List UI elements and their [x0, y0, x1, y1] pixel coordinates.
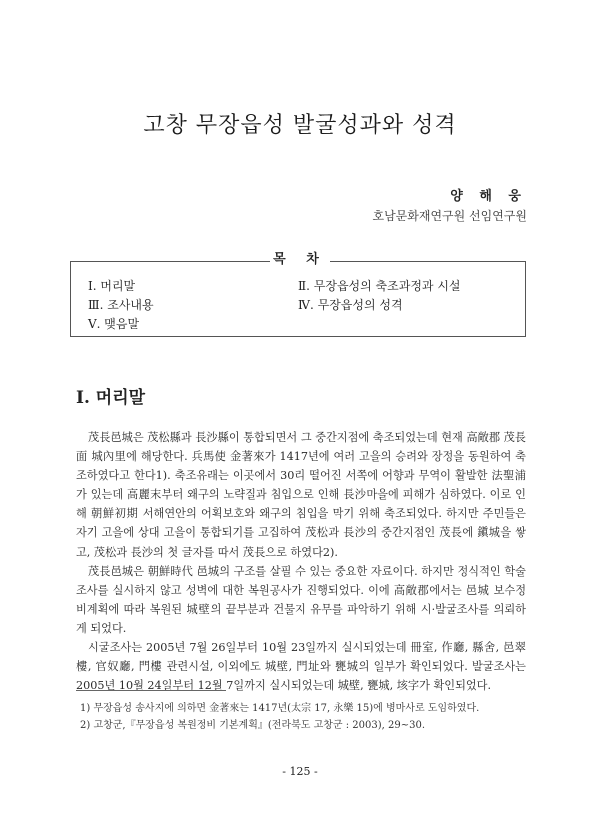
author-affiliation: 호남문화재연구원 선임연구원 [372, 209, 527, 223]
footnote-2: 2) 고창군,『무장읍성 복원정비 기본계획』(전라북도 고창군 : 2003), 29~30. [80, 720, 426, 731]
paragraph-1: 茂長邑城은 茂松縣과 長沙縣이 통합되면서 그 중간지점에 축조되었는데 현재 高敞郡 茂長面 城內里에 해당한다. 兵馬使 金著來가 1417년에 여러 고을의 승려와 장정을 동원하여 축조하였다고 한다1). 축조유래는 이곳에서 30리 떨어진 서쪽에 어향과 무역이 활발한 法聖浦가 있는데 高麗末부터 왜구의 노략질과 침입으로 인해 長沙마을에 피해가 심하였다. 이로 인해 朝鮮初期 서해연안의 어획보호와 왜구의 침입을 막기 위해 축조되었다. 하지만 주민들은 자기 고을에 상대 고을이 통합되기를 고집하여 茂松과 長沙의 중간지점인 茂長에 鎭城을 쌓고, 茂松과 長沙의 첫 글자를 따서 茂長으로 하였다2). [76, 431, 526, 559]
toc-item-3: Ⅲ. 조사내용 [88, 298, 154, 312]
author-name: 양 해 웅 [450, 189, 527, 204]
page-number: - 125 - [282, 765, 318, 778]
paragraph-3: 시굴조사는 2005년 7월 26일부터 10월 23일까지 실시되었는데 冊室, 作廳, 縣舍, 邑翠樓, 官奴廳, 門樓 관련시설, 이외에도 城壁, 門址와 甕城의 일부가 확인되었다. 발굴조사는 2005년 10월 24일부터 12월 7일까지 실시되었는데 城壁, 甕城, 垓字가 확인되었다. [76, 641, 526, 693]
toc-item-5: Ⅴ. 맺음말 [88, 317, 140, 331]
footnote-divider [76, 690, 226, 691]
toc-item-4: Ⅳ. 무장읍성의 성격 [298, 298, 403, 312]
paragraph-2: 茂長邑城은 朝鮮時代 邑城의 구조를 살필 수 있는 중요한 자료이다. 하지만 정식적인 학술조사를 실시하지 않고 성벽에 대한 복원공사가 진행되었다. 이에 高敞郡에서는 邑城 보수정비계획에 따라 복원된 城壁의 끝부분과 건물지 유무를 파악하기 위해 시·발굴조사를 의뢰하게 되었다. [76, 564, 526, 635]
footnote-1: 1) 무장읍성 송사지에 의하면 金著來는 1417년(太宗 17, 永樂 15)에 병마사로 도임하였다. [80, 703, 480, 714]
section-heading: Ⅰ. 머리말 [76, 388, 146, 408]
toc-item-1: Ⅰ. 머리말 [88, 279, 136, 293]
toc-heading: 목 차 [270, 248, 330, 267]
paper-title: 고창 무장읍성 발굴성과와 성격 [143, 113, 457, 138]
body-text [76, 428, 526, 695]
toc-item-2: Ⅱ. 무장읍성의 축조과정과 시설 [298, 279, 461, 293]
